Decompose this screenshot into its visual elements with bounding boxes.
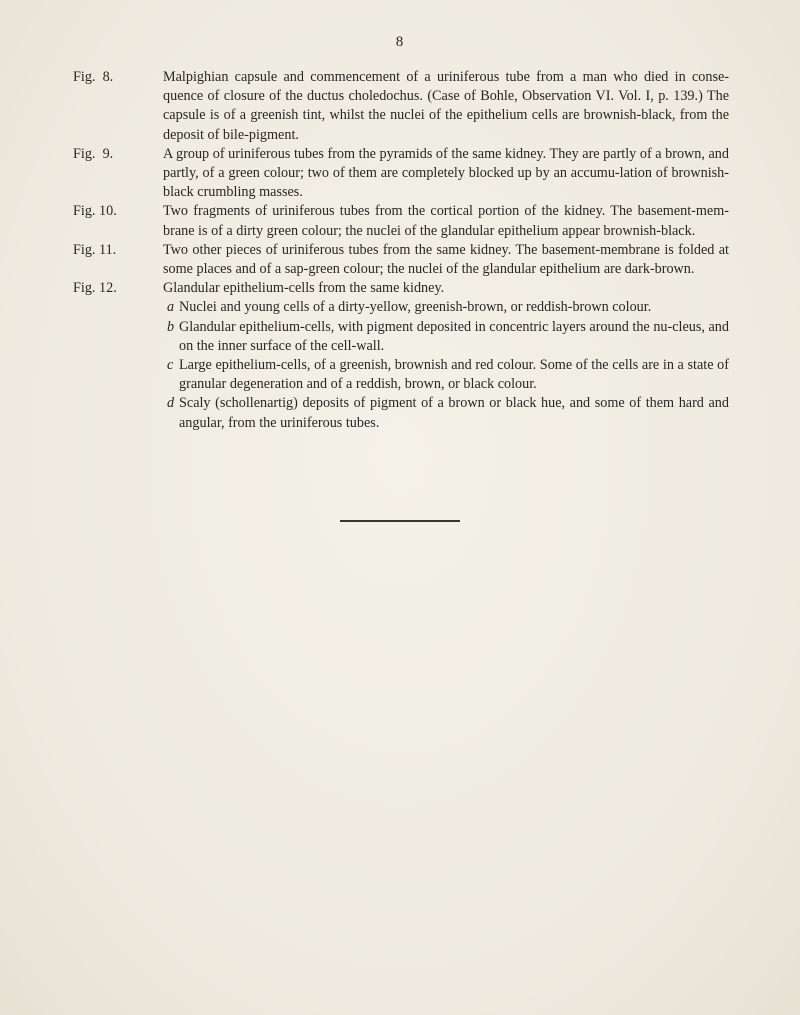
figure-entry-8 (73, 68, 729, 145)
figure-12-subitems (163, 298, 729, 432)
subitem-letter: c (167, 357, 174, 374)
subitem-letter: b (167, 318, 175, 335)
subitem-b (163, 318, 729, 356)
figure-description: Two fragments of uriniferous tubes from the cortical portion of the kidney. The basement-mem-brane is of a dirty green colour; the nuclei of the glandular epithelium appear brownish-black. (163, 203, 729, 239)
subitem-text: Scaly (schollenartig) deposits of pigment of a brown or black hue, and some of them hard and angular, from the uriniferous tubes. (179, 395, 729, 431)
section-divider-rule (340, 520, 460, 522)
subitem-c (163, 356, 729, 394)
subitem-d (163, 394, 729, 432)
figure-label: Fig. 8. (73, 69, 114, 85)
figure-entry-9 (73, 145, 729, 203)
page-number: 8 (395, 34, 405, 50)
figure-label: Fig. 9. (73, 145, 114, 162)
figure-label: Fig. 11. (73, 241, 117, 258)
subitem-a (163, 298, 729, 317)
subitem-letter: d (167, 395, 175, 412)
figure-legend-list (73, 68, 729, 433)
figure-description: Glandular epithelium-cells from the same kidney. (163, 280, 445, 297)
figure-description: A group of uriniferous tubes from the pyramids of the same kidney. They are partly of a brown, and partly, of a green colour; two of them are completely blocked up by an accumu-lation of brownish-black crumbling masses. (163, 145, 729, 201)
subitem-letter: a (167, 299, 175, 316)
figure-entry-10 (73, 202, 729, 240)
figure-label: Fig. 12. (73, 280, 117, 297)
figure-entry-12 (73, 279, 729, 298)
subitem-text: Glandular epithelium-cells, with pigment deposited in concentric layers around the nu-cleus, and on the inner surface of the cell-wall. (179, 318, 729, 354)
figure-description: Malpighian capsule and commencement of a uriniferous tube from a man who died in conse-quence of closure of the ductus choledochus. (Case of Bohle, Observation VI. Vol. I, p. 139.) The capsule is of a greenish tint, whilst the nuclei of the epithelium cells are brownish-black, from the deposit of bile-pigment. (163, 69, 729, 143)
subitem-text: Nuclei and young cells of a dirty-yellow, greenish-brown, or reddish-brown colour. (179, 299, 652, 316)
figure-label: Fig. 10. (73, 203, 117, 220)
figure-description: Two other pieces of uriniferous tubes from the same kidney. The basement-membrane is folded at some places and of a sap-green colour; the nuclei of the glandular epithelium are dark-brown. (163, 241, 729, 278)
figure-entry-11 (73, 241, 729, 279)
subitem-text: Large epithelium-cells, of a greenish, brownish and red colour. Some of the cells are in a state of granular degeneration and of a reddish, brown, or black colour. (179, 357, 729, 393)
